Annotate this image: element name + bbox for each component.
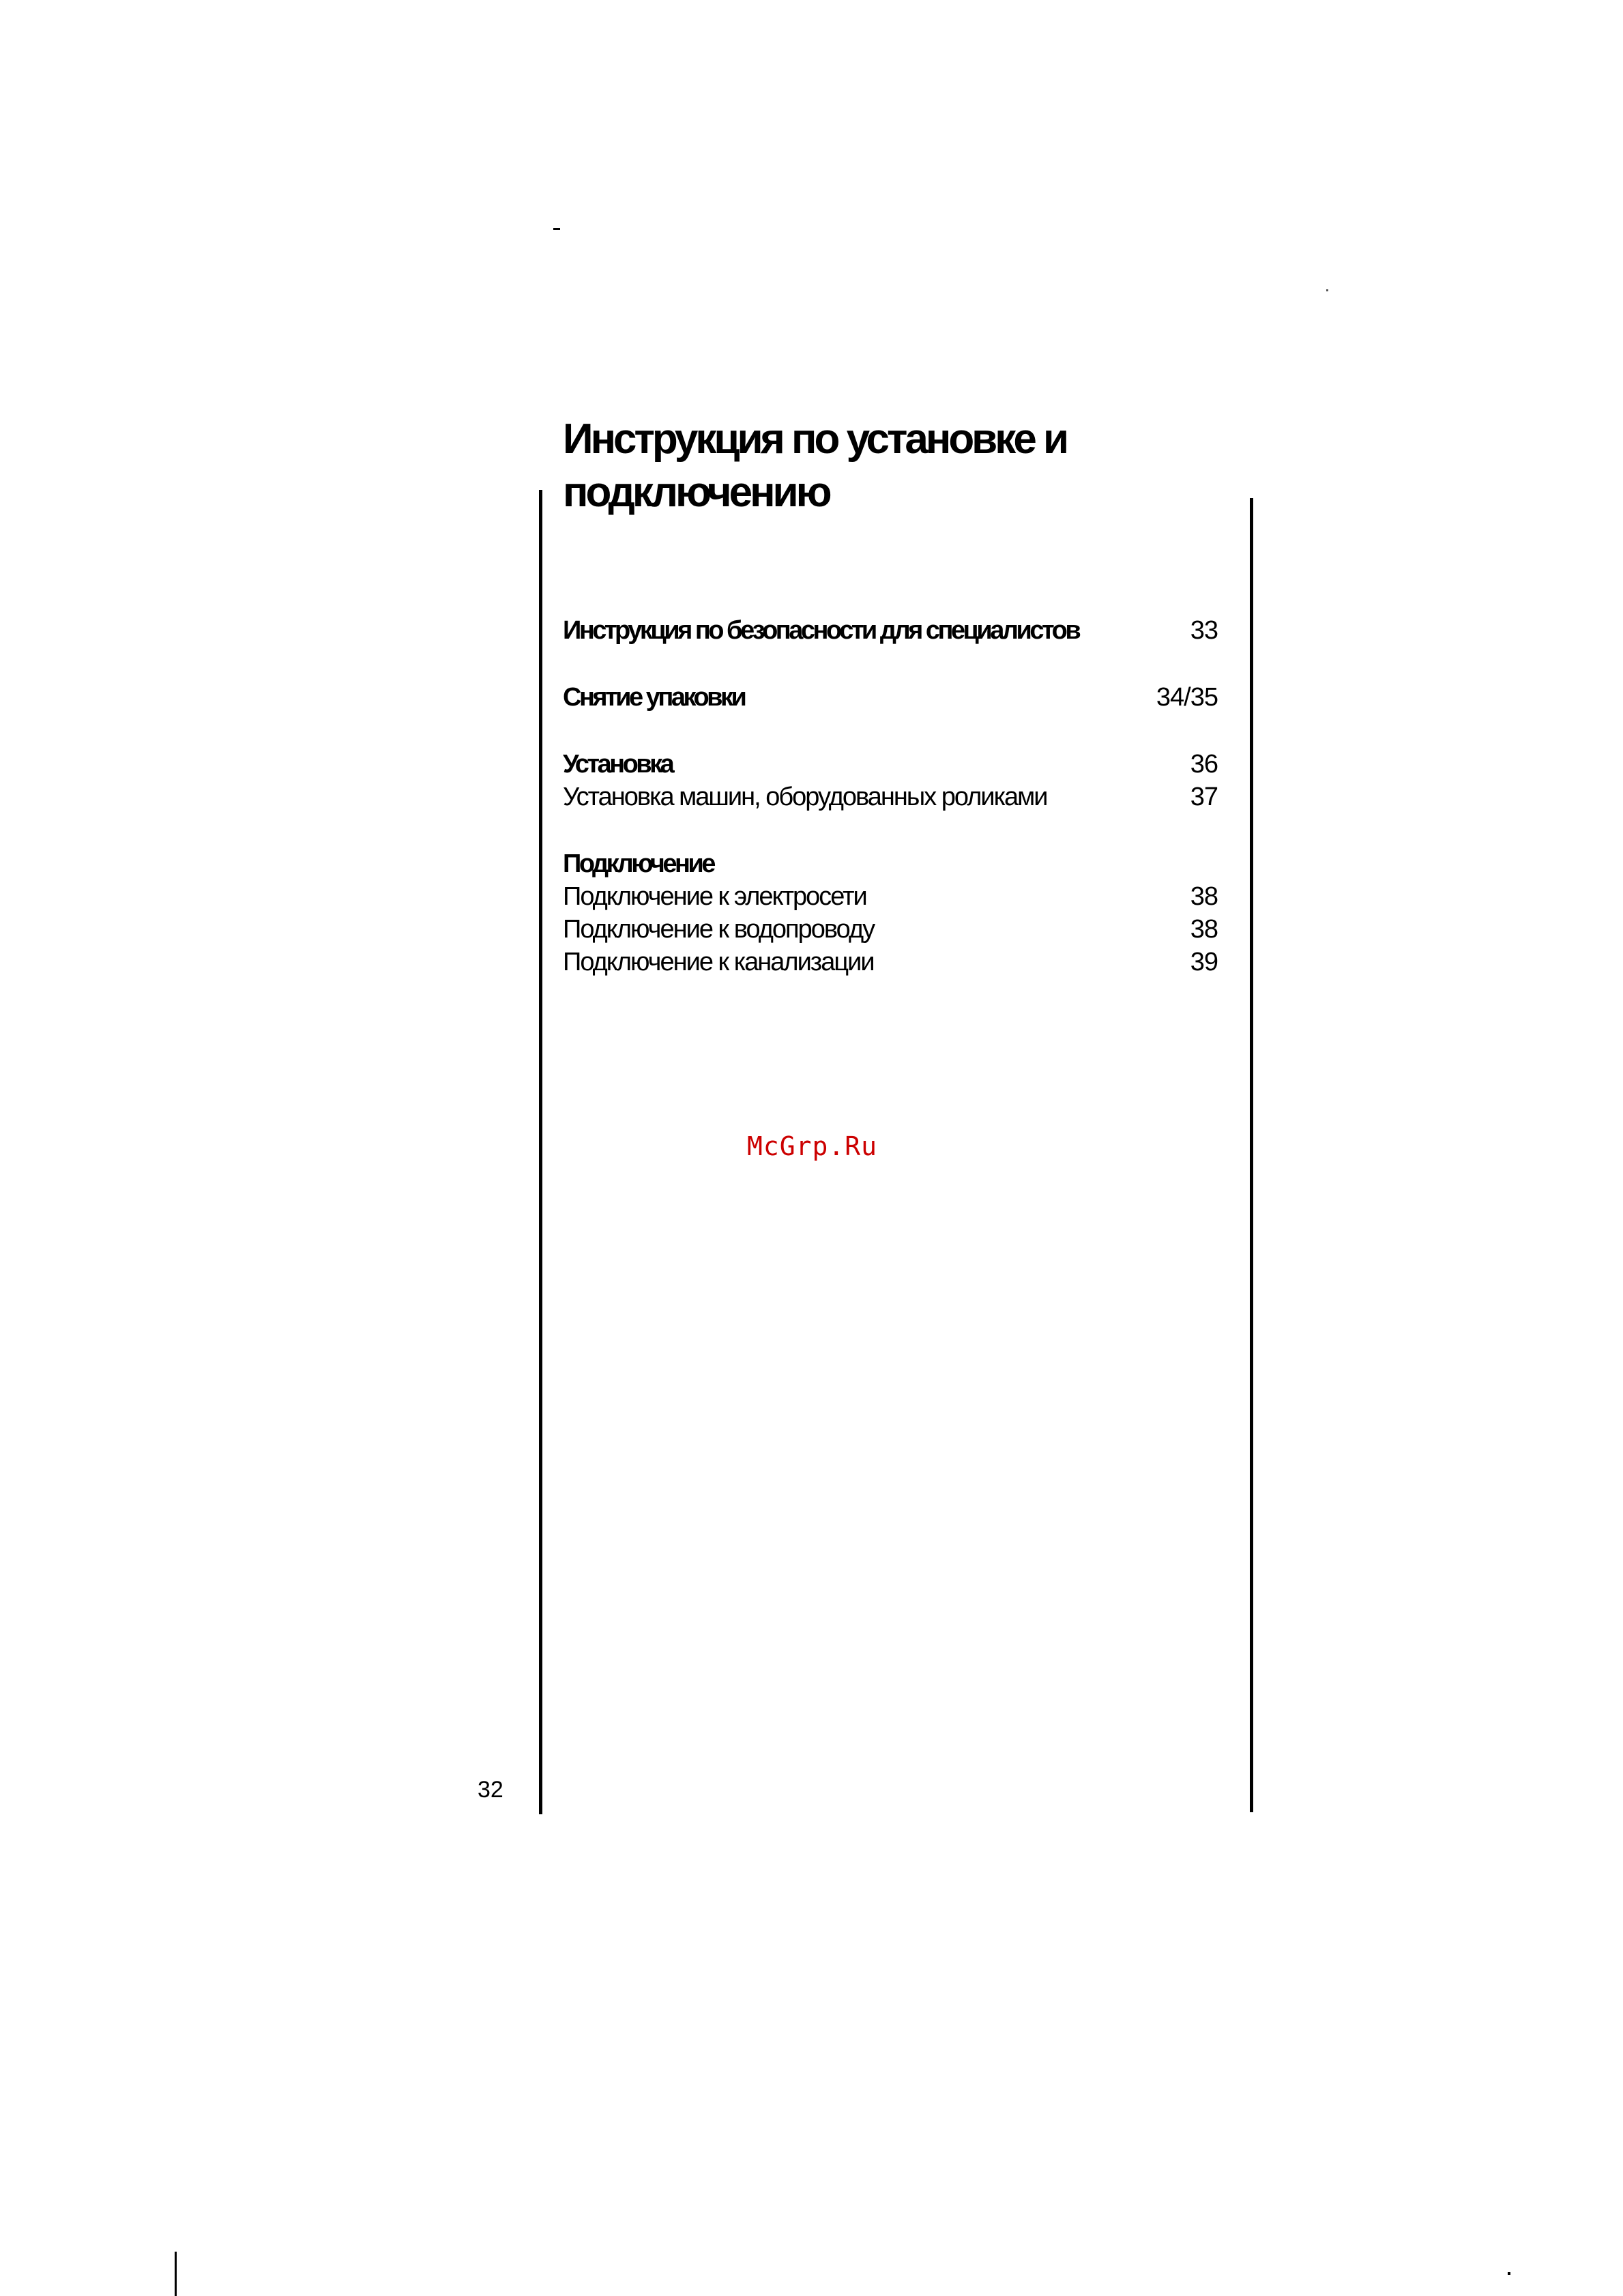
toc-entry-label: Снятие упаковки <box>563 683 745 712</box>
toc-entry-label: Подключение к водопроводу <box>563 915 875 944</box>
toc-entry-installation-rollers[interactable] <box>563 781 1218 813</box>
toc-entry-page: 38 <box>1190 915 1218 944</box>
toc-entry-connection-water[interactable] <box>563 913 1218 946</box>
toc-entry-page: 36 <box>1190 750 1218 779</box>
right-vertical-rule <box>1250 498 1253 1812</box>
scan-speck <box>1326 289 1328 291</box>
toc-entry-label: Подключение <box>563 849 714 878</box>
toc-entry-page: 38 <box>1190 882 1218 911</box>
page-number: 32 <box>478 1777 503 1803</box>
toc-entry-page: 33 <box>1190 616 1218 645</box>
page-title-line-2: подключению <box>563 469 830 516</box>
scan-speck <box>553 228 560 230</box>
page-title <box>563 413 1245 519</box>
toc-entry-installation[interactable] <box>563 748 1218 781</box>
toc-entry-connection[interactable] <box>563 847 1218 880</box>
crop-mark <box>175 2252 177 2296</box>
toc-entry-connection-drain[interactable] <box>563 946 1218 978</box>
toc-entry-label: Установка <box>563 750 673 779</box>
toc-entry-connection-power[interactable] <box>563 880 1218 913</box>
toc-entry-unpacking[interactable] <box>563 681 1218 714</box>
toc-entry-page: 37 <box>1190 783 1218 811</box>
table-of-contents <box>563 614 1218 978</box>
toc-entry-label: Подключение к электросети <box>563 882 866 911</box>
toc-entry-safety[interactable] <box>563 614 1218 647</box>
page-title-line-1: Инструкция по установке и <box>563 416 1067 463</box>
toc-entry-label: Инструкция по безопасности для специалистов <box>563 616 1079 645</box>
toc-entry-page: 34/35 <box>1156 683 1218 712</box>
left-vertical-rule <box>539 490 542 1814</box>
scan-speck <box>1508 2272 1510 2275</box>
toc-entry-label: Подключение к канализации <box>563 948 874 976</box>
toc-entry-label: Установка машин, оборудованных роликами <box>563 783 1047 811</box>
watermark-text: McGrp.Ru <box>747 1131 878 1161</box>
toc-entry-page: 39 <box>1190 948 1218 976</box>
